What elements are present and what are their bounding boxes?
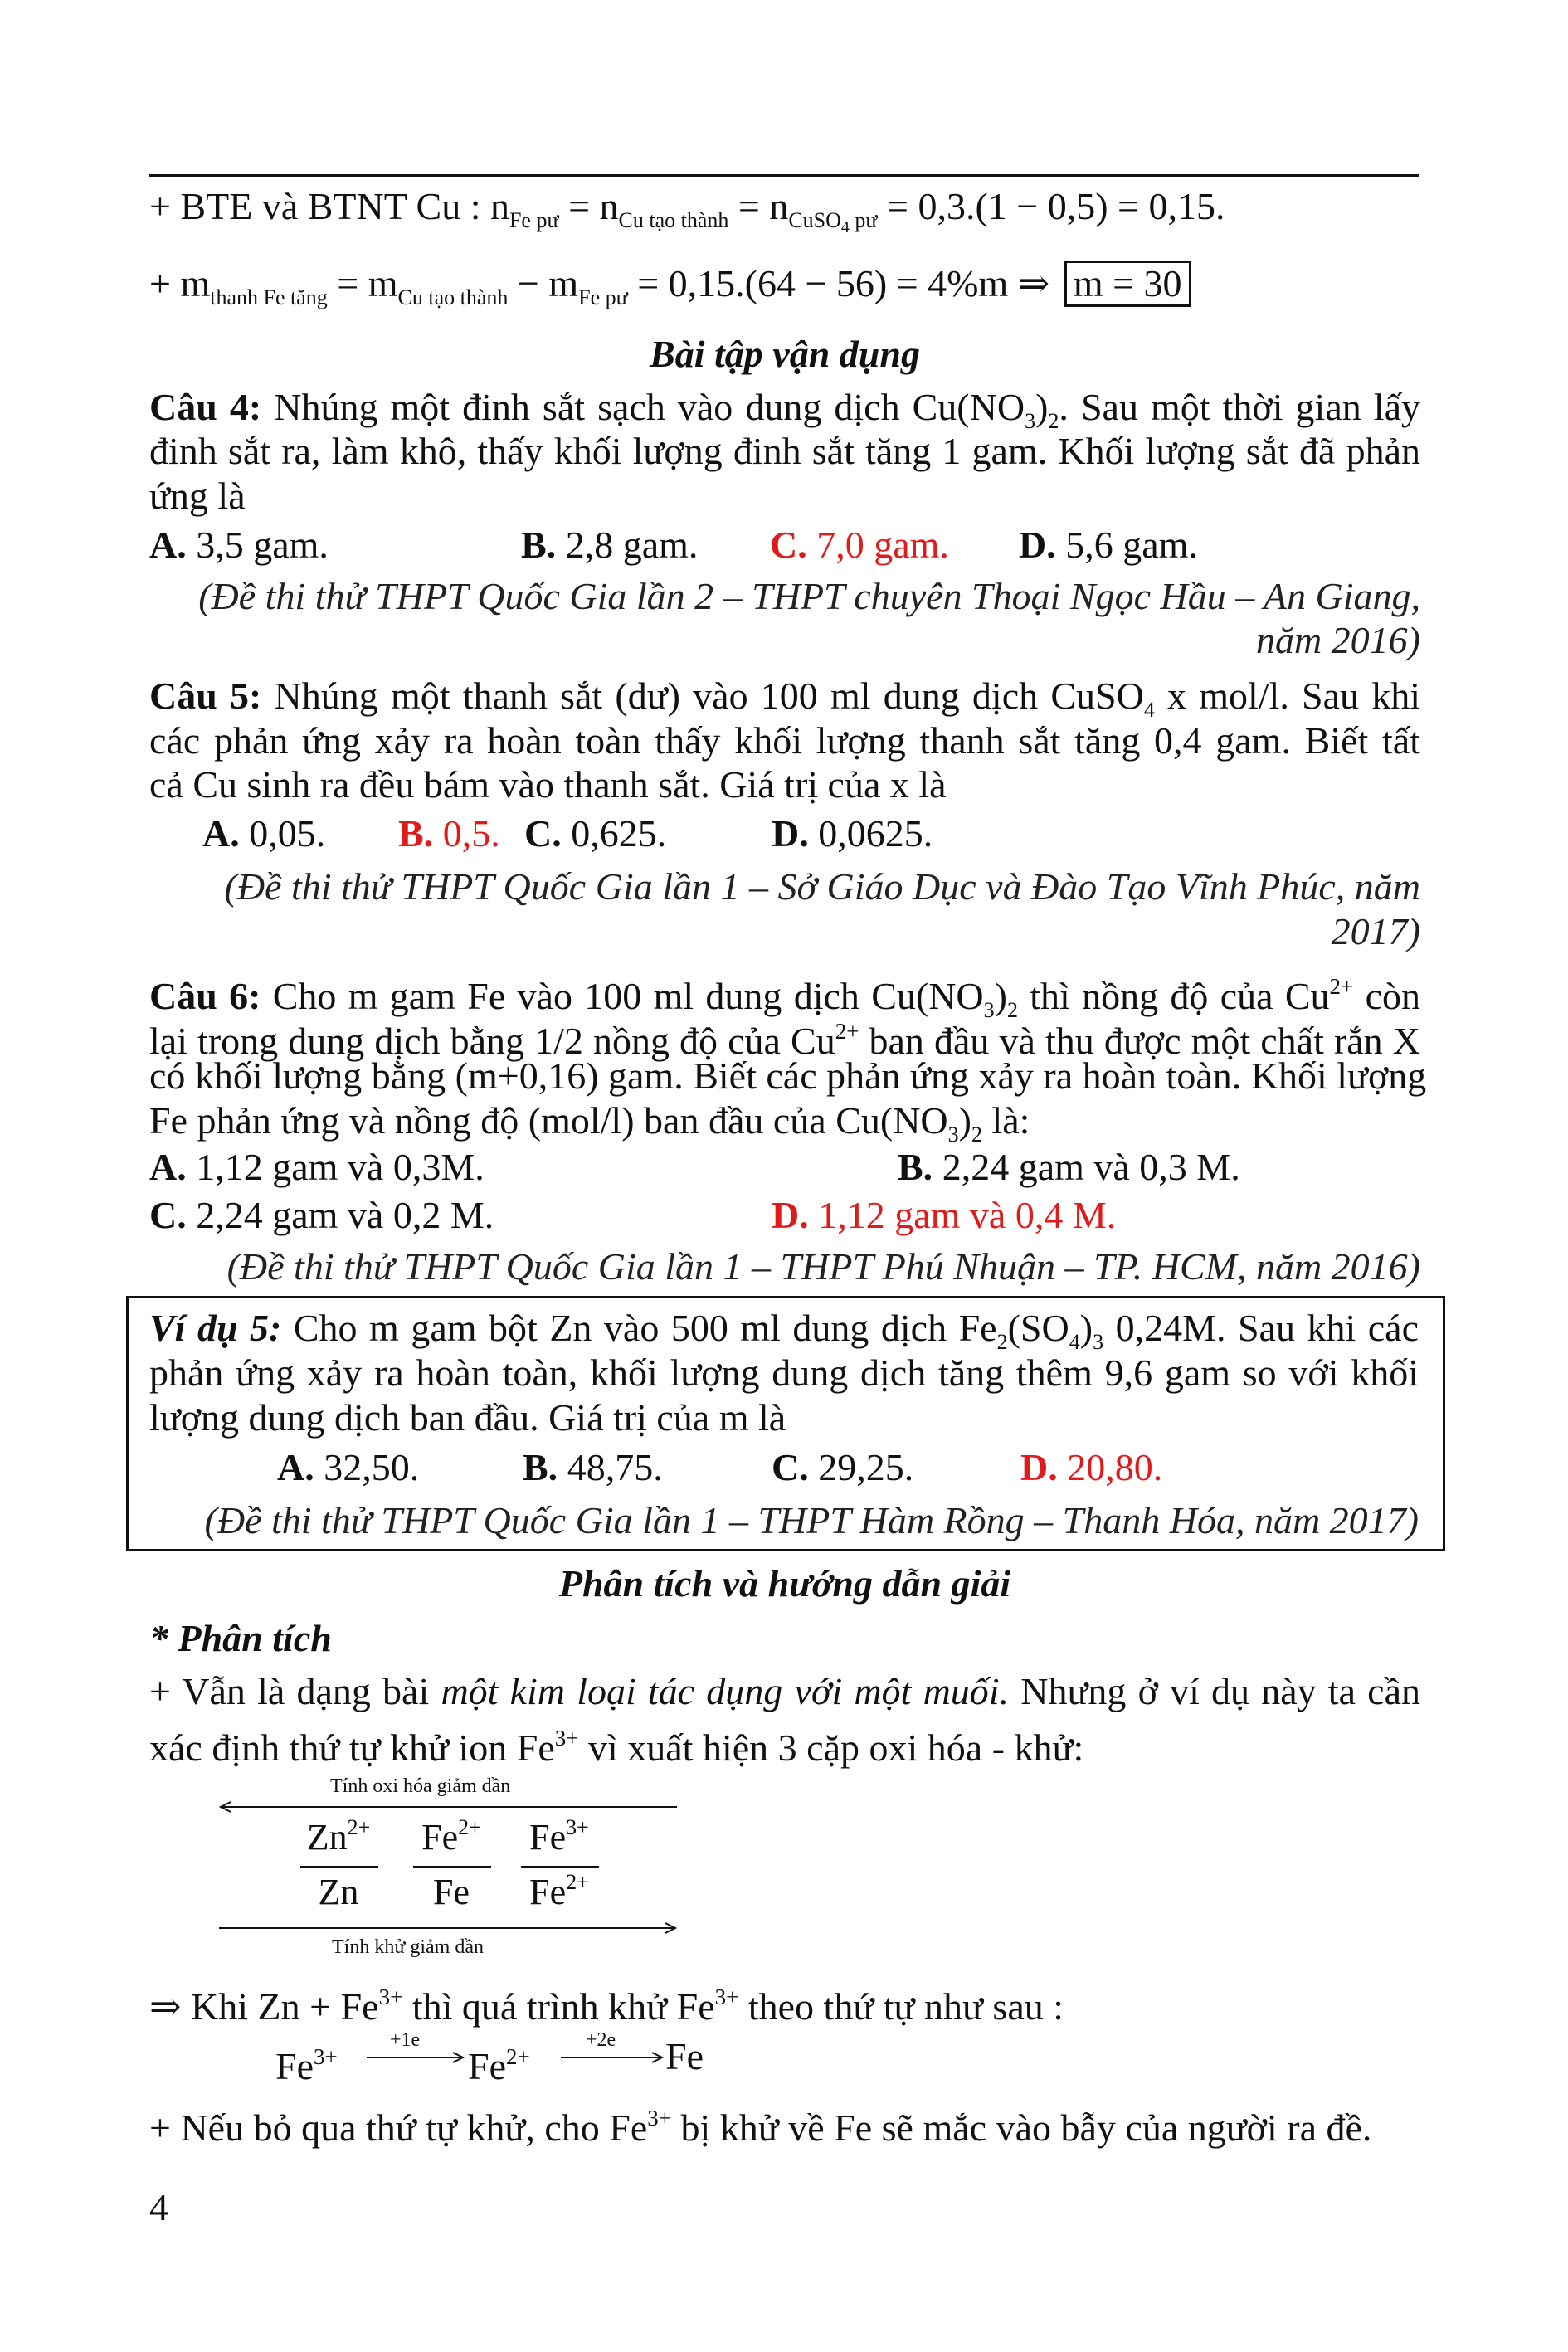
example-5-option-c[interactable]: C. 29,25.: [772, 1446, 914, 1488]
pair-fe2-bar: [413, 1866, 491, 1868]
chain-fe3: $Fe^{3+}$: [275, 2044, 338, 2087]
pair-fe2-ox: $Fe^{2+}$: [421, 1815, 481, 1858]
example-5-line-3: lượng dung dịch ban đầu. Giá trị của m là: [149, 1396, 786, 1439]
q4-line-2: đinh sắt ra, làm khô, thấy khối lượng đinh sắt tăng 1 gam. Khối lượng sắt đã phản: [149, 430, 1420, 472]
pair-fe3-red: $Fe^{2+}$: [529, 1870, 589, 1912]
q4-source-1: (Đề thi thử THPT Quốc Gia lần 2 – THPT chuyên Thoại Ngọc Hầu – An Giang,: [198, 575, 1420, 617]
chain-arrow-2: [559, 2049, 665, 2066]
q4-option-a[interactable]: A. 3,5 gam.: [149, 523, 329, 566]
analysis-heading: * Phân tích: [149, 1617, 332, 1659]
analysis-line-1: + Vẫn là dạng bài một kim loại tác dụng với một muối. Nhưng ở ví dụ này ta cần: [149, 1670, 1420, 1712]
q4-line-3: ứng là: [149, 475, 246, 517]
example-5-line-2: phản ứng xảy ra hoàn toàn, khối lượng dung dịch tăng thêm 9,6 gam so với khối: [149, 1351, 1419, 1394]
section-heading-analysis: Phân tích và hướng dẫn giải: [558, 1562, 1011, 1605]
reduction-trend-arrow: [216, 1920, 680, 1936]
q6-option-d[interactable]: D. 1,12 gam và 0,4 M.: [772, 1194, 1117, 1236]
example-5-source: (Đề thi thử THPT Quốc Gia lần 1 – THPT Hàm Rồng – Thanh Hóa, năm 2017): [204, 1499, 1419, 1541]
q4-option-b[interactable]: B. 2,8 gam.: [521, 523, 699, 566]
boxed-answer: m = 30: [1064, 261, 1191, 307]
example-5-option-b[interactable]: B. 48,75.: [523, 1446, 663, 1488]
oxidation-trend-label: Tính oxi hóa giảm dần: [330, 1775, 511, 1797]
formula-line-2: + $m_{thanh Fe tăng} = m_{Cu tạo thành} - m_{Fe pư} = 0,15.(64 - 56) = 4\%m$ ⇒ m = 30: [149, 261, 1420, 320]
q5-line-3: cả Cu sinh ra đều bám vào thanh sắt. Giá trị của x là: [149, 763, 947, 806]
analysis-line-2: xác định thứ tự khử ion $Fe^{3+}$ vì xuất hiện 3 cặp oxi hóa - khử:: [149, 1726, 1084, 1769]
pair-fe3-bar: [521, 1866, 599, 1868]
example-5-option-a[interactable]: A. 32,50.: [277, 1446, 420, 1488]
conclusion-line-3: + Nếu bỏ qua thứ tự khử, cho $Fe^{3+}$ bị khử về Fe sẽ mắc vào bẫy của người ra đề.: [149, 2106, 1372, 2149]
example-5-option-d[interactable]: D. 20,80.: [1020, 1446, 1163, 1488]
q5-option-a[interactable]: A. 0,05.: [202, 812, 326, 855]
reduction-trend-label: Tính khử giảm dần: [332, 1936, 484, 1958]
q4-line-1: Câu 4: Nhúng một đinh sắt sạch vào dung dịch $Cu(NO_3)_2$. Sau một thời gian lấy: [149, 386, 1420, 433]
q6-line-1: Câu 6: Cho m gam Fe vào 100 ml dung dịch $Cu(NO_3)_2$ thì nồng độ của $Cu^{2+}$ còn: [149, 974, 1420, 1022]
q6-option-c[interactable]: C. 2,24 gam và 0,2 M.: [149, 1194, 494, 1236]
pair-zn-bar: [300, 1866, 378, 1868]
chain-fe2: $Fe^{2+}$: [468, 2044, 530, 2087]
q4-source-2: năm 2016): [1255, 619, 1420, 661]
pair-zn-ox: $Zn^{2+}$: [306, 1815, 371, 1858]
oxidation-trend-arrow: [216, 1799, 680, 1815]
chain-fe: Fe: [665, 2035, 704, 2077]
page-number: 4: [149, 2186, 168, 2228]
chain-step-1-label: +1e: [390, 2029, 421, 2051]
pair-zn-red: Zn: [318, 1872, 359, 1912]
q6-option-a[interactable]: A. 1,12 gam và 0,3M.: [149, 1146, 485, 1188]
q5-source-2: 2017): [1331, 910, 1420, 952]
formula-line-1: + BTE và BTNT Cu : $n_{Fe pư} = n_{Cu tạo thành} = n_{CuSO4}$ $_{pư}$ = 0,3.(1 − 0,5) = 0,15.: [149, 185, 1225, 236]
q4-option-c[interactable]: C. 7,0 gam.: [770, 523, 949, 566]
pair-fe2-red: Fe: [433, 1872, 470, 1912]
pair-fe3-ox: $Fe^{3+}$: [529, 1815, 589, 1858]
q5-option-c[interactable]: C. 0,625.: [524, 812, 667, 855]
q5-option-b[interactable]: B. 0,5.: [398, 812, 500, 855]
q5-line-1: Câu 5: Nhúng một thanh sắt (dư) vào 100 ml dung dịch CuSO$_4$ x mol/l. Sau khi: [149, 674, 1421, 722]
q6-source: (Đề thi thử THPT Quốc Gia lần 1 – THPT Phú Nhuận – TP. HCM, năm 2016): [226, 1245, 1420, 1288]
q6-line-3: có khối lượng bằng (m+0,16) gam. Biết các phản ứng xảy ra hoàn toàn. Khối lượng: [149, 1054, 1427, 1097]
chain-arrow-1: [365, 2049, 466, 2066]
example-5-line-1: Ví dụ 5: Cho m gam bột Zn vào 500 ml dung dịch $Fe_2(SO_4)_3$ 0,24M. Sau khi các: [149, 1307, 1419, 1354]
top-rule: [149, 174, 1419, 177]
q6-line-4: Fe phản ứng và nồng độ (mol/l) ban đầu của $Cu(NO_3)_2$ là:: [149, 1099, 1030, 1147]
q5-option-d[interactable]: D. 0,0625.: [772, 812, 933, 855]
chain-step-2-label: +2e: [586, 2029, 616, 2051]
q5-source-1: (Đề thi thử THPT Quốc Gia lần 1 – Sở Giáo Dục và Đào Tạo Vĩnh Phúc, năm: [224, 865, 1420, 908]
q5-line-2: các phản ứng xảy ra hoàn toàn thấy khối lượng thanh sắt tăng 0,4 gam. Biết tất: [149, 719, 1420, 762]
conclusion-line-1: ⇒ Khi $Zn + Fe^{3+}$ thì quá trình khử $Fe^{3+}$ theo thứ tự như sau :: [149, 1984, 1064, 2028]
q6-option-b[interactable]: B. 2,24 gam và 0,3 M.: [898, 1146, 1240, 1188]
section-heading-practice: Bài tập vận dụng: [650, 333, 920, 375]
q4-option-d[interactable]: D. 5,6 gam.: [1019, 523, 1198, 566]
q6-line-2: lại trong dung dịch bằng 1/2 nồng độ của $Cu^{2+}$ ban đầu và thu được một chất rắn X: [149, 1019, 1420, 1062]
